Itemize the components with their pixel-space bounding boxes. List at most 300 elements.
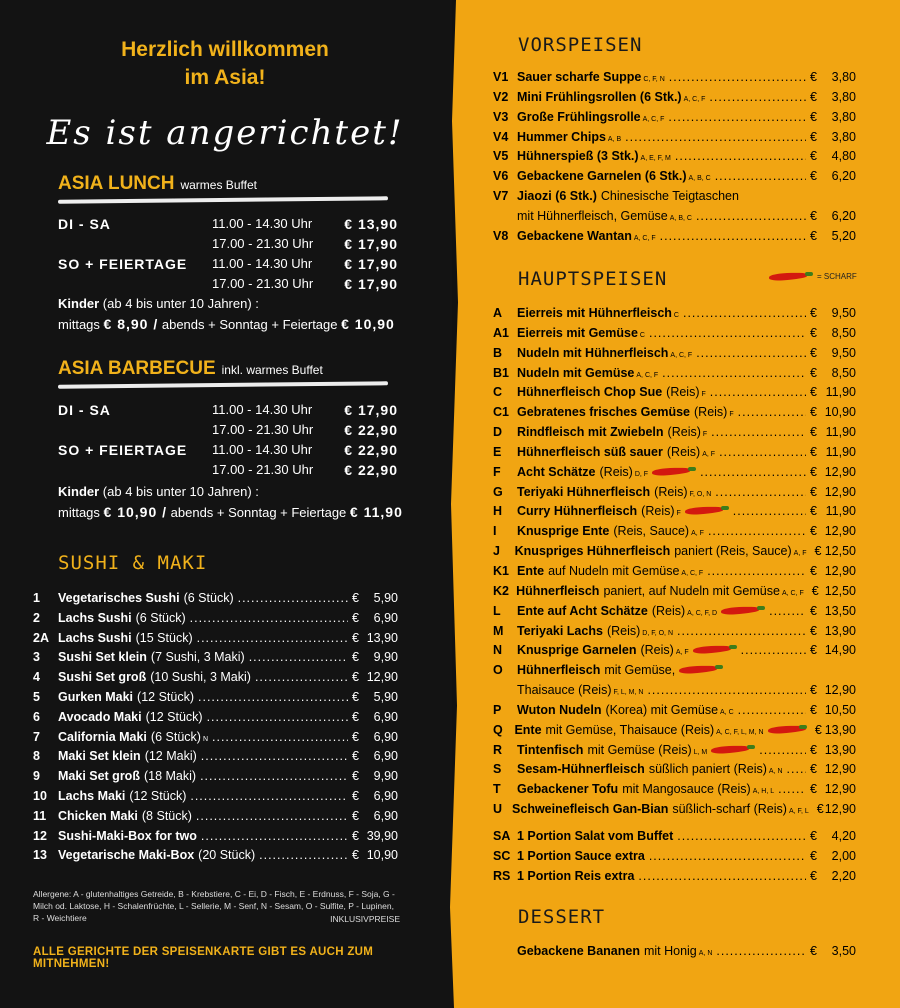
menu-item bbox=[493, 445, 856, 465]
currency-symbol: € bbox=[810, 425, 817, 440]
takeaway-note: ALLE GERICHTE DER SPEISENKARTE GIBT ES AUCH ZUM MITNEHMEN! bbox=[33, 946, 374, 970]
menu-item bbox=[493, 465, 856, 485]
schedule-price: € 13,90 bbox=[344, 216, 398, 232]
item-description: auf Nudeln mit Gemüse bbox=[548, 563, 680, 578]
kids-note: (ab 4 bis unter 10 Jahren) : bbox=[102, 484, 259, 499]
menu-item bbox=[493, 604, 856, 624]
item-price: 6,90 bbox=[373, 709, 398, 724]
item-name: Sesam-Hühnerfleisch bbox=[517, 762, 645, 777]
item-code: T bbox=[493, 782, 501, 797]
currency-symbol: € bbox=[352, 788, 359, 803]
dot-leader bbox=[201, 749, 348, 763]
item-price: 13,90 bbox=[366, 630, 398, 645]
item-name: Ente bbox=[517, 563, 545, 578]
item-description: (Reis) bbox=[654, 484, 688, 499]
dot-leader bbox=[696, 346, 806, 360]
item-code: I bbox=[493, 524, 497, 539]
brush-divider bbox=[58, 381, 388, 388]
dot-leader bbox=[638, 869, 806, 883]
item-price: 2,20 bbox=[831, 868, 856, 883]
item-name: Jiaozi (6 Stk.) bbox=[517, 189, 597, 204]
item-code: D bbox=[493, 425, 503, 440]
kids-midday: mittags bbox=[58, 317, 100, 332]
allergen-codes: F bbox=[676, 510, 681, 518]
item-code: N bbox=[493, 643, 503, 658]
menu-item bbox=[493, 306, 856, 326]
item-price: 9,50 bbox=[831, 306, 856, 320]
dot-leader bbox=[200, 769, 348, 783]
item-description: (Reis) bbox=[640, 643, 674, 658]
item-code: V6 bbox=[493, 169, 509, 184]
item-price: 14,90 bbox=[824, 643, 856, 658]
item-number: 10 bbox=[33, 788, 47, 803]
allergen-codes: D, F bbox=[634, 470, 649, 478]
menu-item bbox=[493, 90, 856, 110]
item-description: (8 Stück) bbox=[141, 808, 192, 823]
item-name: Hühnerspieß (3 Stk.) bbox=[517, 149, 639, 164]
menu-item bbox=[493, 70, 856, 90]
dot-leader bbox=[741, 643, 806, 657]
menu-item bbox=[493, 584, 856, 604]
item-price: 12,90 bbox=[824, 484, 856, 499]
item-description: (Reis) bbox=[667, 425, 701, 440]
item-description: (6 Stück) bbox=[150, 729, 201, 744]
menu-item bbox=[493, 346, 856, 366]
item-name: Große Frühlingsrolle bbox=[517, 109, 641, 124]
item-name: Knusprige Ente bbox=[517, 524, 610, 539]
item-description: paniert, auf Nudeln mit Gemüse bbox=[603, 583, 780, 598]
item-code: O bbox=[493, 663, 503, 678]
item-code: A1 bbox=[493, 325, 509, 340]
item-description: paniert (Reis, Sauce) bbox=[674, 544, 792, 559]
menu-item bbox=[493, 544, 856, 564]
item-name: Chicken Maki bbox=[58, 808, 138, 823]
currency-symbol: € bbox=[810, 782, 817, 797]
item-description: (Reis) bbox=[666, 444, 701, 459]
menu-item bbox=[493, 683, 856, 703]
item-name: Curry Hühnerfleisch bbox=[517, 504, 638, 519]
item-price: 39,90 bbox=[366, 828, 398, 843]
allergen-codes: A, C, F bbox=[633, 234, 656, 242]
kids-price-evening: € 11,90 bbox=[349, 504, 403, 520]
allergen-codes: F, L, M, N bbox=[613, 689, 644, 697]
currency-symbol: € bbox=[810, 702, 817, 717]
barbecue-title-text: ASIA BARBECUE bbox=[58, 358, 216, 379]
item-number: 2 bbox=[33, 610, 40, 625]
menu-item bbox=[493, 504, 856, 524]
currency-symbol: € bbox=[810, 524, 817, 539]
item-price: 4,20 bbox=[831, 829, 856, 843]
item-name: 1 Portion Reis extra bbox=[517, 868, 635, 883]
item-price: 10,90 bbox=[824, 405, 856, 420]
item-code: H bbox=[493, 504, 503, 519]
sushi-title: SUSHI & MAKI bbox=[58, 552, 208, 574]
kids-evening: abends + Sonntag + Feiertage bbox=[161, 317, 338, 332]
item-description: (Reis) bbox=[606, 623, 641, 638]
menu-item bbox=[33, 749, 398, 769]
item-name: Gebackene Wantan bbox=[517, 228, 632, 243]
currency-symbol: € bbox=[810, 169, 817, 184]
item-description: (15 Stück) bbox=[135, 630, 193, 645]
menu-item bbox=[33, 591, 398, 611]
item-name: Hummer Chips bbox=[517, 129, 606, 144]
item-code: K1 bbox=[493, 563, 509, 578]
dot-leader bbox=[677, 624, 806, 638]
item-name: Gurken Maki bbox=[58, 689, 134, 704]
item-description: (7 Sushi, 3 Maki) bbox=[150, 650, 245, 665]
item-price: 13,90 bbox=[824, 742, 856, 757]
schedule-price: € 17,90 bbox=[344, 256, 398, 272]
menu-item bbox=[33, 710, 398, 730]
currency-symbol: € bbox=[810, 868, 817, 883]
item-name: Knuspriges Hühnerfleisch bbox=[514, 544, 671, 559]
item-price: 3,80 bbox=[831, 129, 856, 144]
item-description: (Reis) bbox=[666, 385, 700, 400]
item-name: Hühnerfleisch bbox=[516, 583, 600, 598]
item-code: RS bbox=[493, 868, 511, 883]
currency-symbol: € bbox=[352, 808, 359, 823]
item-code: C1 bbox=[493, 405, 509, 420]
currency-symbol: € bbox=[810, 89, 817, 104]
schedule-time: 17.00 - 21.30 Uhr bbox=[212, 422, 314, 437]
item-description: Chinesische Teigtaschen bbox=[600, 189, 739, 204]
item-name: Sushi-Maki-Box for two bbox=[58, 828, 197, 843]
menu-item bbox=[33, 611, 398, 631]
dot-leader bbox=[710, 385, 806, 399]
currency-symbol: € bbox=[810, 109, 817, 124]
allergen-codes: A, C, F, D bbox=[687, 609, 718, 617]
currency-symbol: € bbox=[810, 228, 817, 243]
allergen-codes: A, C, F bbox=[681, 569, 704, 577]
item-name: Maki Set groß bbox=[58, 769, 140, 784]
allergen-codes: A, N bbox=[698, 950, 713, 957]
currency-symbol: € bbox=[352, 670, 359, 685]
dot-leader bbox=[683, 306, 806, 320]
item-price: 12,90 bbox=[824, 563, 856, 578]
item-price: 12,90 bbox=[824, 464, 856, 479]
schedule-price: € 22,90 bbox=[344, 422, 398, 438]
currency-symbol: € bbox=[810, 129, 817, 144]
item-number: 2A bbox=[33, 630, 49, 645]
item-name: Nudeln mit Gemüse bbox=[517, 365, 635, 380]
dot-leader bbox=[759, 743, 806, 757]
currency-symbol: € bbox=[810, 742, 817, 757]
dot-leader bbox=[212, 730, 348, 744]
menu-item bbox=[493, 110, 856, 130]
item-name: Sushi Set groß bbox=[58, 670, 147, 685]
menu-item bbox=[493, 130, 856, 150]
dot-leader bbox=[649, 849, 806, 863]
item-description: (10 Sushi, 3 Maki) bbox=[150, 670, 251, 685]
item-description: mit Gemüse, Thaisauce (Reis) bbox=[545, 722, 715, 737]
dot-leader bbox=[647, 683, 806, 697]
menu-item bbox=[33, 730, 398, 750]
item-name: Maki Set klein bbox=[58, 749, 141, 764]
dot-leader bbox=[238, 591, 348, 605]
chili-icon bbox=[711, 745, 755, 754]
item-name: Mini Frühlingsrollen (6 Stk.) bbox=[517, 89, 682, 104]
dessert-title: DESSERT bbox=[518, 906, 606, 928]
allergen-codes: F bbox=[701, 391, 706, 399]
sushi-list bbox=[33, 591, 398, 868]
item-name: Gebratenes frisches Gemüse bbox=[517, 405, 690, 420]
item-price: 11,90 bbox=[825, 425, 856, 440]
item-number: 7 bbox=[33, 729, 40, 744]
currency-symbol: € bbox=[810, 70, 817, 84]
item-name: Hühnerfleisch bbox=[517, 663, 601, 678]
chili-icon bbox=[721, 606, 765, 615]
item-name: Teriyaki Lachs bbox=[517, 623, 603, 638]
schedule-row bbox=[58, 402, 398, 422]
currency-symbol: € bbox=[352, 689, 359, 704]
allergen-codes: A, F, L bbox=[788, 808, 809, 816]
menu-item bbox=[493, 723, 856, 743]
item-name: Ente bbox=[514, 722, 542, 737]
item-price: 12,90 bbox=[824, 802, 856, 817]
schedule-day: SO + FEIERTAGE bbox=[58, 256, 188, 272]
schedule-price: € 22,90 bbox=[344, 442, 398, 458]
item-price: 8,50 bbox=[831, 365, 856, 380]
item-price: 13,90 bbox=[824, 623, 856, 638]
item-code: L bbox=[493, 603, 501, 618]
allergen-codes: L, M bbox=[693, 748, 708, 756]
allergen-codes: F bbox=[729, 411, 734, 419]
menu-item bbox=[493, 189, 856, 209]
item-code: E bbox=[493, 444, 502, 459]
menu-item bbox=[493, 624, 856, 644]
menu-item bbox=[33, 769, 398, 789]
lunch-title-text: ASIA LUNCH bbox=[58, 173, 175, 194]
barbecue-kids bbox=[58, 482, 403, 523]
item-description: (Reis) bbox=[641, 504, 675, 519]
spicy-legend-label: = SCHARF bbox=[817, 272, 857, 281]
item-code: Q bbox=[493, 722, 503, 737]
lunch-kids bbox=[58, 294, 395, 335]
currency-symbol: € bbox=[810, 306, 817, 320]
schedule-day: SO + FEIERTAGE bbox=[58, 442, 188, 458]
item-price: 10,90 bbox=[366, 848, 398, 863]
item-price: 4,80 bbox=[831, 149, 856, 164]
item-name: 1 Portion Sauce extra bbox=[517, 848, 645, 863]
item-code: R bbox=[493, 742, 503, 757]
item-code: V3 bbox=[493, 109, 509, 124]
allergen-codes: A, F bbox=[793, 550, 807, 558]
schedule-time: 17.00 - 21.30 Uhr bbox=[212, 236, 314, 251]
allergen-codes: F, O, N bbox=[689, 490, 712, 498]
currency-symbol: € bbox=[810, 603, 817, 618]
menu-item bbox=[33, 690, 398, 710]
chili-icon bbox=[652, 467, 696, 476]
item-price: 5,20 bbox=[831, 228, 856, 243]
item-code: K2 bbox=[493, 583, 509, 598]
item-name: 1 Portion Salat vom Buffet bbox=[517, 829, 674, 843]
hauptspeisen-list bbox=[493, 306, 856, 822]
item-description: mit Mangosauce (Reis) bbox=[622, 782, 751, 797]
dot-leader bbox=[707, 564, 806, 578]
lunch-subtitle: warmes Buffet bbox=[180, 178, 257, 192]
menu-item bbox=[493, 169, 856, 189]
dot-leader bbox=[715, 169, 806, 183]
kids-price-midday: € 10,90 / bbox=[103, 504, 168, 520]
menu-item bbox=[493, 762, 856, 782]
currency-symbol: € bbox=[814, 544, 822, 559]
menu-item bbox=[493, 829, 856, 849]
dot-leader bbox=[660, 229, 806, 243]
dot-leader bbox=[669, 70, 806, 84]
item-code: SA bbox=[493, 829, 511, 843]
dot-leader bbox=[711, 425, 806, 439]
allergen-codes: A, F bbox=[702, 450, 716, 458]
currency-symbol: € bbox=[810, 643, 817, 658]
item-name: Tintenfisch bbox=[517, 742, 584, 757]
item-description: (Korea) mit Gemüse bbox=[605, 702, 719, 717]
item-description: (12 Stück) bbox=[137, 689, 194, 704]
item-price: 12,50 bbox=[824, 544, 856, 559]
barbecue-subtitle: inkl. warmes Buffet bbox=[221, 363, 323, 377]
currency-symbol: € bbox=[810, 563, 817, 578]
item-name: California Maki bbox=[58, 729, 147, 744]
item-name: Eierreis mit Gemüse bbox=[517, 325, 638, 340]
item-code: G bbox=[493, 484, 503, 499]
item-description: (12 Stück) bbox=[145, 709, 203, 724]
item-price: 2,00 bbox=[831, 848, 856, 863]
menu-item bbox=[493, 209, 856, 229]
schedule-time: 11.00 - 14.30 Uhr bbox=[212, 442, 313, 457]
currency-symbol: € bbox=[810, 325, 817, 340]
welcome-line-2: im Asia! bbox=[184, 66, 266, 89]
menu-item bbox=[493, 944, 856, 964]
kids-midday: mittags bbox=[58, 505, 100, 520]
menu-item bbox=[493, 643, 856, 663]
item-price: 3,80 bbox=[831, 89, 856, 104]
item-description: (Reis) bbox=[599, 464, 633, 479]
item-name: Eierreis mit Hühnerfleisch bbox=[517, 306, 672, 320]
menu-item bbox=[493, 869, 856, 889]
item-name: Lachs Maki bbox=[58, 788, 126, 803]
schedule-row bbox=[58, 256, 398, 276]
kids-note: (ab 4 bis unter 10 Jahren) : bbox=[102, 296, 259, 311]
item-price: 3,50 bbox=[831, 944, 856, 958]
dot-leader bbox=[733, 504, 806, 518]
menu-item bbox=[493, 425, 856, 445]
item-name: Gebackene Bananen bbox=[517, 944, 640, 958]
item-description: (12 Maki) bbox=[144, 749, 197, 764]
chili-icon bbox=[693, 645, 737, 654]
dot-leader bbox=[719, 445, 806, 459]
currency-symbol: € bbox=[810, 208, 817, 223]
item-number: 5 bbox=[33, 689, 40, 704]
chili-icon bbox=[768, 725, 807, 734]
currency-symbol: € bbox=[810, 149, 817, 164]
allergen-codes: A, E, F, M bbox=[640, 155, 671, 163]
item-name: Rindfleisch mit Zwiebeln bbox=[517, 425, 664, 440]
item-code: V5 bbox=[493, 149, 509, 164]
menu-item bbox=[33, 789, 398, 809]
item-code: M bbox=[493, 623, 504, 638]
item-code: B bbox=[493, 345, 503, 360]
item-code: V7 bbox=[493, 189, 509, 204]
dot-leader bbox=[255, 670, 348, 684]
item-number: 8 bbox=[33, 749, 40, 764]
item-code: SC bbox=[493, 848, 511, 863]
dot-leader bbox=[649, 326, 806, 340]
menu-item bbox=[493, 229, 856, 249]
dot-leader bbox=[207, 710, 348, 724]
item-name: Knusprige Garnelen bbox=[517, 643, 637, 658]
item-description: (Reis, Sauce) bbox=[613, 524, 690, 539]
item-price: 11,90 bbox=[825, 504, 856, 519]
menu-item bbox=[493, 663, 856, 683]
schedule-row bbox=[58, 216, 398, 236]
dot-leader bbox=[190, 611, 348, 625]
item-name: Lachs Sushi bbox=[58, 630, 132, 645]
inclusive-prices-note: INKLUSIVPREISE bbox=[330, 914, 400, 924]
allergen-codes: A, B bbox=[607, 135, 622, 143]
menu-item bbox=[493, 485, 856, 505]
item-name: Lachs Sushi bbox=[58, 610, 132, 625]
allergen-codes: C bbox=[673, 312, 679, 319]
item-price: 8,50 bbox=[831, 325, 856, 340]
item-code: F bbox=[493, 464, 501, 479]
menu-item bbox=[493, 405, 856, 425]
currency-symbol: € bbox=[810, 504, 817, 519]
dot-leader bbox=[668, 110, 806, 124]
dot-leader bbox=[708, 524, 806, 538]
dot-leader bbox=[249, 650, 348, 664]
menu-item bbox=[493, 366, 856, 386]
item-price: 11,90 bbox=[825, 444, 856, 459]
currency-symbol: € bbox=[352, 630, 359, 645]
menu-item bbox=[493, 849, 856, 869]
schedule-time: 11.00 - 14.30 Uhr bbox=[212, 216, 313, 231]
item-price: 9,90 bbox=[373, 769, 398, 784]
menu-item bbox=[493, 524, 856, 544]
item-description: süßlich paniert (Reis) bbox=[648, 762, 767, 777]
menu-item bbox=[493, 703, 856, 723]
currency-symbol: € bbox=[810, 848, 817, 863]
currency-symbol: € bbox=[352, 610, 359, 625]
item-price: 12,90 bbox=[366, 670, 398, 685]
menu-item bbox=[33, 848, 398, 868]
currency-symbol: € bbox=[810, 623, 817, 638]
item-description: Thaisauce (Reis) bbox=[517, 683, 612, 698]
dot-leader bbox=[709, 90, 806, 104]
item-name: Sushi Set klein bbox=[58, 650, 147, 665]
allergen-codes: A, F bbox=[675, 649, 689, 657]
item-price: 10,50 bbox=[824, 702, 856, 717]
item-name: Acht Schätze bbox=[517, 464, 596, 479]
dot-leader bbox=[197, 631, 348, 645]
menu-item bbox=[493, 326, 856, 346]
item-price: 11,90 bbox=[825, 385, 856, 400]
dot-leader bbox=[625, 130, 806, 144]
currency-symbol: € bbox=[810, 444, 817, 459]
hauptspeisen-title: HAUPTSPEISEN bbox=[518, 268, 668, 290]
item-description: (6 Stück) bbox=[183, 591, 234, 605]
item-price: 9,50 bbox=[831, 345, 856, 360]
item-code: S bbox=[493, 762, 502, 777]
currency-symbol: € bbox=[352, 828, 359, 843]
schedule-day: DI - SA bbox=[58, 216, 111, 232]
item-name: Avocado Maki bbox=[58, 709, 142, 724]
dot-leader bbox=[259, 848, 348, 862]
item-name: Vegetarisches Sushi bbox=[58, 591, 180, 605]
allergen-codes: A, C, F bbox=[683, 95, 706, 103]
menu-item bbox=[33, 829, 398, 849]
menu-item bbox=[493, 149, 856, 169]
item-number: 13 bbox=[33, 848, 47, 863]
vorspeisen-list bbox=[493, 70, 856, 249]
